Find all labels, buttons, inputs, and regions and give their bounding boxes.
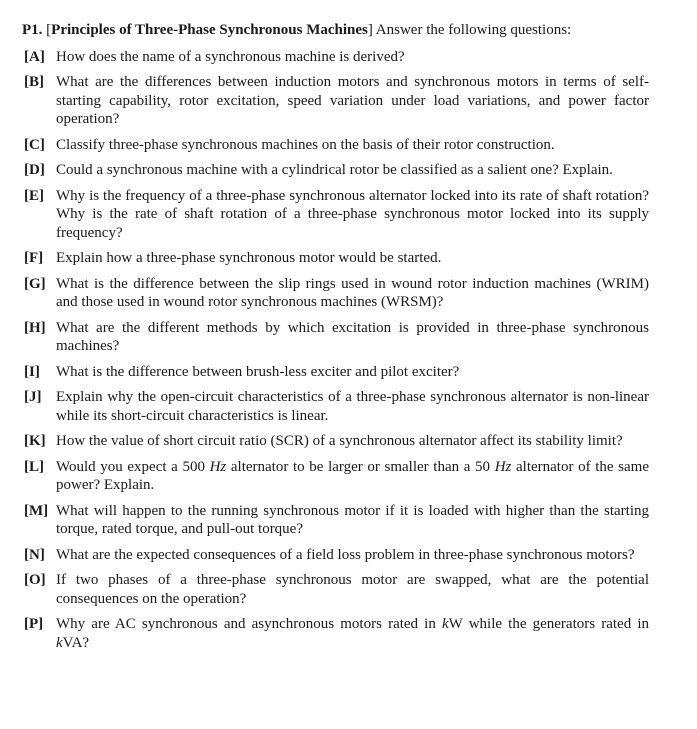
question-label: [M] <box>24 502 49 519</box>
question-item <box>22 571 649 608</box>
question-text <box>56 136 649 155</box>
unit-symbol: k <box>442 616 449 632</box>
question-text-segment: alternator to be larger or smaller than a 50 <box>226 458 495 475</box>
question-text-segment: How does the name of a synchronous machine is derived? <box>56 48 405 65</box>
question-item <box>22 48 649 67</box>
question-item <box>22 546 649 565</box>
question-label: [F] <box>24 250 44 266</box>
question-item <box>22 319 649 356</box>
question-label: [G] <box>24 275 46 292</box>
question-text-segment: What will happen to the running synchronous motor if it is loaded with higher than the starting torque, rated torque, and pull-out torque? <box>56 502 649 537</box>
title-bracket-close: ] <box>367 22 373 38</box>
problem-header <box>22 21 649 40</box>
question-text <box>56 546 649 565</box>
question-label: [A] <box>24 48 45 65</box>
question-label: [K] <box>24 433 46 449</box>
question-item <box>22 161 649 180</box>
question-item <box>22 136 649 155</box>
unit-symbol: Hz <box>494 458 512 475</box>
question-label: [I] <box>24 363 40 380</box>
question-text-segment: Could a synchronous machine with a cylindrical rotor be classified as a salient one? Explain. <box>56 162 613 178</box>
question-text-segment: alternator of the same power? Explain. <box>56 458 649 493</box>
question-item <box>22 249 649 268</box>
question-text-segment: W while the generators rated in <box>448 616 650 632</box>
problem-number: P1. <box>22 22 43 38</box>
question-label: [D] <box>24 162 45 178</box>
question-text-segment: Why are AC synchronous and asynchronous motors rated in <box>56 616 442 632</box>
question-text-segment: What are the different methods by which excitation is provided in three-phase synchronous machines? <box>56 319 649 354</box>
question-text <box>56 502 649 539</box>
problem-title: Principles of Three-Phase Synchronous Machines <box>51 22 368 38</box>
unit-symbol: Hz <box>209 458 227 475</box>
question-label: [E] <box>24 187 44 204</box>
question-text-segment: Explain why the open-circuit characteristics of a three-phase synchronous alternator is non-linear while its short-circuit characteristics is linear. <box>56 389 649 424</box>
question-label: [C] <box>24 136 45 153</box>
question-text <box>56 388 649 425</box>
question-list <box>22 48 649 653</box>
question-text <box>56 363 649 382</box>
question-text <box>56 571 649 608</box>
question-text-segment: How the value of short circuit ratio (SCR) of a synchronous alternator affect its stability limit? <box>56 433 623 449</box>
question-text-segment: VA? <box>62 634 90 651</box>
problem-title-group <box>46 22 373 38</box>
question-label: [O] <box>24 572 46 588</box>
question-label: [L] <box>24 458 44 475</box>
question-text <box>56 161 649 180</box>
question-item <box>22 615 649 652</box>
question-text-segment: What are the expected consequences of a field loss problem in three-phase synchronous motors? <box>56 546 635 563</box>
question-label: [B] <box>24 74 44 90</box>
question-text-segment: What is the difference between brush-less exciter and pilot exciter? <box>56 363 460 380</box>
question-text <box>56 319 649 356</box>
question-item <box>22 458 649 495</box>
question-text <box>56 615 649 652</box>
question-text-segment: Classify three-phase synchronous machines on the basis of their rotor construction. <box>56 136 555 153</box>
question-item <box>22 73 649 129</box>
question-label: [J] <box>24 389 42 405</box>
question-text <box>56 275 649 312</box>
question-text <box>56 187 649 243</box>
unit-symbol: k <box>56 634 63 651</box>
question-item <box>22 502 649 539</box>
question-item <box>22 388 649 425</box>
question-item <box>22 275 649 312</box>
question-text-segment: Why is the frequency of a three-phase synchronous alternator locked into its rate of shaft rotation? Why is the rate of shaft rotation of a three-phase synchronous motor locked into its supply frequency? <box>56 187 649 241</box>
question-text-segment: What are the differences between induction motors and synchronous motors in terms of self-starting capability, rotor excitation, speed variation under load variations, and power factor operation? <box>56 74 649 127</box>
question-text <box>56 73 649 129</box>
question-text-segment: Would you expect a 500 <box>56 458 210 475</box>
question-label: [H] <box>24 319 46 336</box>
question-item <box>22 363 649 382</box>
question-text <box>56 249 649 268</box>
question-item <box>22 432 649 451</box>
title-bracket-open: [ <box>46 22 52 38</box>
question-label: [P] <box>24 616 44 632</box>
question-text-segment: If two phases of a three-phase synchronous motor are swapped, what are the potential consequences on the operation? <box>56 572 649 607</box>
question-text <box>56 432 649 451</box>
question-text-segment: What is the difference between the slip rings used in wound rotor induction machines (WRIM) and those used in wound rotor synchronous machines (WRSM)? <box>56 275 649 310</box>
question-label: [N] <box>24 546 45 563</box>
question-text-segment: Explain how a three-phase synchronous motor would be started. <box>56 250 442 266</box>
question-item <box>22 187 649 243</box>
problem-instruction: Answer the following questions: <box>375 22 572 38</box>
question-text <box>56 458 649 495</box>
question-text <box>56 48 649 67</box>
